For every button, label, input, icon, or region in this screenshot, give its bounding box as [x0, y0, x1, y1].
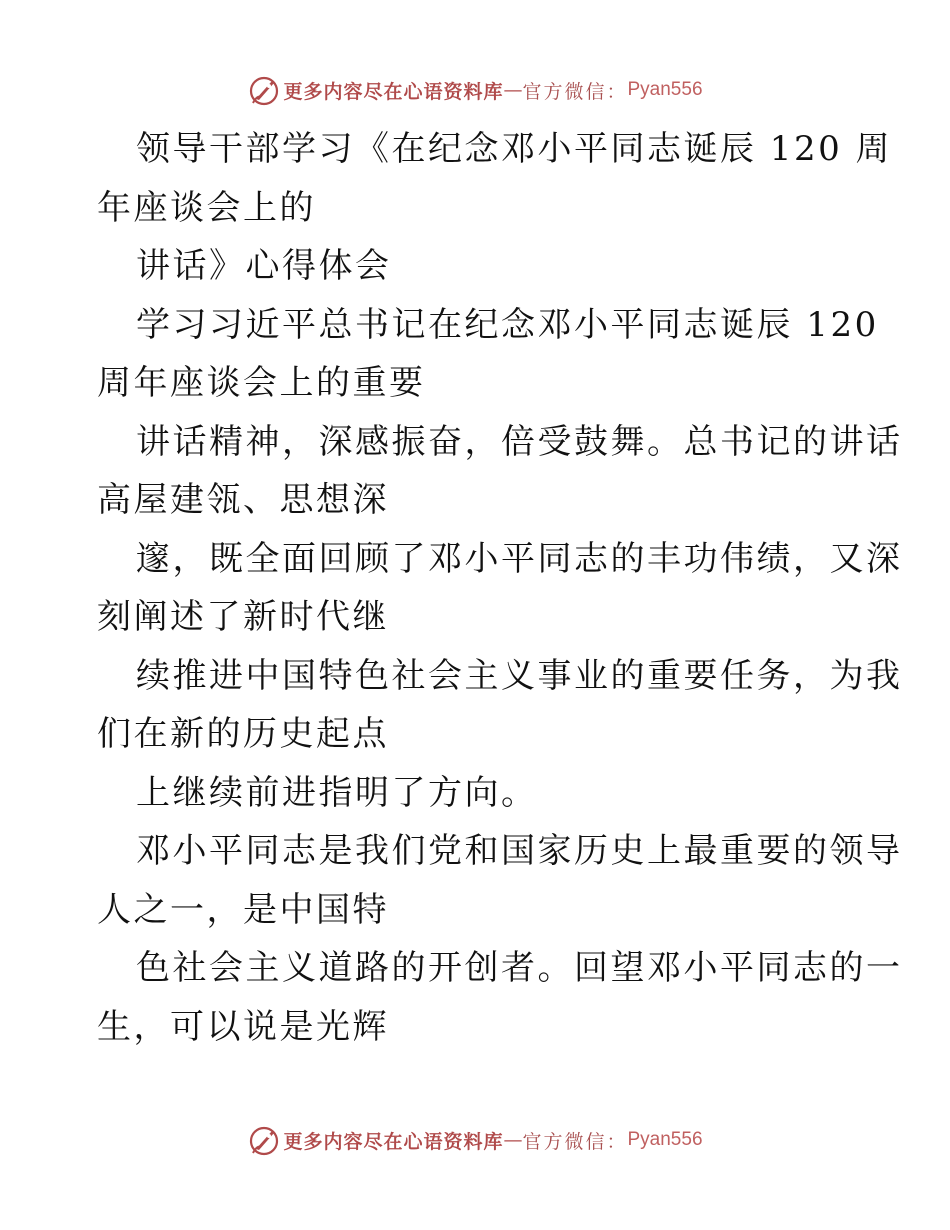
text-line: 学习习近平总书记在纪念邓小平同志诞辰 120: [136, 304, 879, 345]
banner-dash: —: [503, 1129, 523, 1151]
text-line: 色社会主义道路的开创者。回望邓小平同志的一: [136, 948, 903, 988]
text-line: 人之一，是中国特: [97, 889, 389, 930]
text-line: 讲话精神，深感振奋，倍受鼓舞。总书记的讲话: [136, 421, 903, 462]
quill-logo-icon: [247, 73, 281, 107]
text-line: 领导干部学习《在纪念邓小平同志诞辰 120 周: [136, 129, 893, 169]
wechat-label: 官方微信：: [522, 80, 628, 103]
quill-logo-icon: [247, 1123, 281, 1157]
text-line: 邃，既全面回顾了邓小平同志的丰功伟绩，又深: [136, 538, 903, 579]
wechat-id: Pyan556: [627, 79, 703, 100]
header-banner: [0, 70, 950, 110]
footer-banner: [0, 1120, 950, 1160]
document-body: [97, 120, 903, 1056]
text-line: 们在新的历史起点: [97, 714, 389, 754]
text-line: 年座谈会上的: [97, 187, 316, 228]
banner-dash: —: [503, 79, 523, 101]
wechat-id: Pyan556: [627, 1129, 703, 1150]
text-line: 高屋建瓴、思想深: [97, 480, 389, 520]
site-name: 更多内容尽在心语资料库: [283, 1130, 504, 1153]
text-line: 上继续前进指明了方向。: [136, 772, 538, 813]
text-line: 续推进中国特色社会主义事业的重要任务，为我: [136, 655, 903, 696]
wechat-label: 官方微信：: [522, 1130, 628, 1153]
text-line: 生，可以说是光辉: [97, 1006, 389, 1047]
text-line: 刻阐述了新时代继: [97, 597, 389, 637]
text-line: 讲话》心得体会: [136, 246, 392, 286]
text-line: 周年座谈会上的重要: [97, 363, 426, 403]
text-line: 邓小平同志是我们党和国家历史上最重要的领导: [136, 831, 903, 871]
site-name: 更多内容尽在心语资料库: [283, 80, 504, 103]
